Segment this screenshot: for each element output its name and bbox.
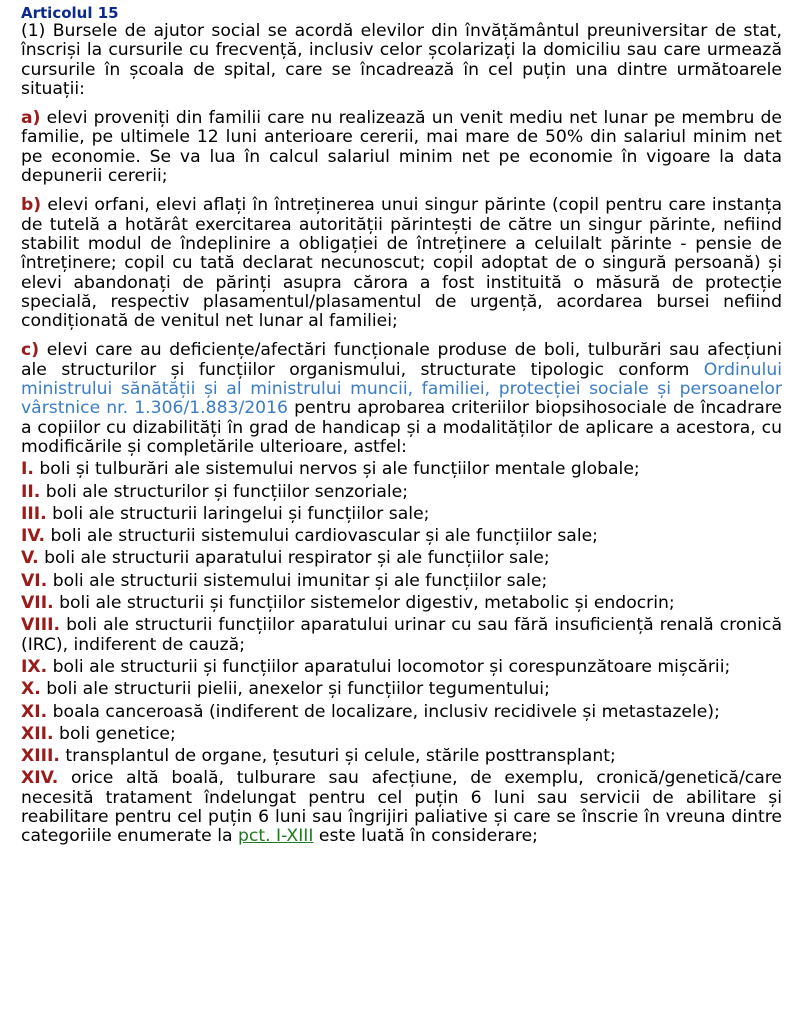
order-link[interactable]: Ordinului ministrului sănătății și al ministrului muncii, familiei, protecției sociale și persoanelor vârstnice nr. 1.306/1.883/2016	[21, 359, 782, 419]
item-marker: V.	[21, 548, 39, 569]
item-marker: II.	[21, 481, 41, 502]
marker-c: c)	[21, 340, 40, 361]
list-item	[21, 725, 782, 744]
item-marker: XIII.	[21, 746, 60, 767]
item-text: boli ale structurii aparatului respirator și ale funcțiilor sale;	[38, 548, 550, 569]
item-xiv-text-before: orice altă boală, tulburare sau afecțiune, de exemplu, cronică/genetică/care necesită tratament îndelungat pentru cel puțin 6 luni sau servicii de abilitare și reabilitare pentru cel puțin 6 luni sau îngrijiri paliative și care se înscrie în vreuna dintre categoriile enumerate la	[21, 768, 782, 847]
list-item	[21, 505, 782, 524]
category-list	[21, 460, 782, 846]
item-text: boli și tulburări ale sistemului nervos și ale funcțiilor mentale globale;	[33, 459, 640, 480]
item-text: boli ale structurii pielii, anexelor și funcțiilor tegumentului;	[40, 679, 550, 700]
item-text: transplantul de organe, țesuturi și celule, stările posttransplant;	[59, 746, 616, 767]
paragraph-c-text-after: pentru aprobarea criteriilor biopsihosociale de încadrare a copiilor cu dizabilități în grad de handicap și a modalităților de aplicare a acestora, cu modificările și completările ulterioare, astfel:	[21, 398, 782, 457]
list-item	[21, 527, 782, 546]
list-item	[21, 658, 782, 677]
list-item	[21, 616, 782, 655]
item-marker: X.	[21, 679, 41, 700]
list-item	[21, 747, 782, 766]
item-marker: IX.	[21, 656, 48, 677]
paragraph-b	[21, 196, 782, 331]
paragraph-a	[21, 109, 782, 186]
article-title: Articolul 15	[21, 4, 119, 22]
paragraph-c-text-before: elevi care au deficiențe/afectări funcționale produse de boli, tulburări sau afecțiuni ale structurilor și funcțiilor organismului, structurate tipologic conform	[21, 340, 782, 380]
item-marker: VIII.	[21, 615, 61, 636]
list-item	[21, 572, 782, 591]
list-item	[21, 594, 782, 613]
item-text: boli ale structurii sistemului cardiovascular și ale funcțiilor sale;	[45, 526, 598, 547]
item-marker: XII.	[21, 723, 54, 744]
item-text: boli ale structurii funcțiilor aparatului urinar cu sau fără insuficiență renală cronică (IRC), indiferent de cauză;	[21, 615, 782, 655]
item-text: boli ale structurii și funcțiilor aparatului locomotor și corespunzătoare mișcării;	[47, 656, 731, 677]
item-xiv-text-after: este luată în considerare;	[313, 826, 538, 847]
item-marker: IV.	[21, 526, 46, 547]
marker-a: a)	[21, 108, 41, 129]
item-marker: I.	[21, 459, 34, 480]
item-text: boli ale structurii laringelui și funcțiilor sale;	[46, 503, 430, 524]
item-text: boli ale structurii și funcțiilor sistemelor digestiv, metabolic și endocrin;	[53, 593, 675, 614]
intro-paragraph: (1) Bursele de ajutor social se acordă elevilor din învățământul preuniversitar de stat, înscriși la cursurile cu frecvență, inclusiv celor școlarizați la domiciliu sau care urmează cursurile în școala de spital, care se încadrează în cel puțin una dintre următoarele situații:	[21, 21, 782, 99]
item-text: boli ale structurilor și funcțiilor senzoriale;	[40, 481, 409, 502]
list-item	[21, 460, 782, 479]
item-text: boli ale structurii sistemului imunitar și ale funcțiilor sale;	[47, 570, 548, 591]
list-item	[21, 703, 782, 722]
list-item	[21, 549, 782, 568]
paragraph-a-text: elevi proveniți din familii care nu realizează un venit mediu net lunar pe membru de familie, pe ultimele 12 luni anterioare cererii, mai mare de 50% din salariul minim net pe economie. Se va lua în calcul salariul minim net pe economie în vigoare la data depunerii cererii;	[21, 108, 782, 187]
points-link[interactable]: pct. I-XIII	[237, 826, 314, 847]
item-marker: VII.	[21, 593, 54, 614]
item-text: boli genetice;	[53, 723, 176, 744]
item-marker: VI.	[21, 570, 48, 591]
item-marker: III.	[21, 503, 47, 524]
list-item	[21, 483, 782, 502]
item-text: boala canceroasă (indiferent de localizare, inclusiv recidivele și metastazele);	[47, 701, 720, 722]
item-marker: XIV.	[21, 768, 59, 789]
paragraph-b-text: elevi orfani, elevi aflați în întreținerea unui singur părinte (copil pentru care instanța de tutelă a hotărât exercitarea autorității părintești de către un singur părinte, nefiind stabilit modul de îndeplinire a obligației de întreținere a celuilalt părinte - pensie de întreținere; copil cu tată declarat necunoscut; copil adoptat de o singură persoană) și elevi abandonați de părinți asupra cărora a fost instituită o măsură de protecție specială, respectiv plasamentul/plasamentul de urgență, acordarea bursei nefiind condiționată de venitul net lunar al familiei;	[21, 195, 782, 332]
paragraph-c	[21, 341, 782, 457]
marker-b: b)	[21, 195, 42, 216]
item-marker: XI.	[21, 701, 48, 722]
list-item-xiv	[21, 769, 782, 846]
list-item	[21, 680, 782, 699]
